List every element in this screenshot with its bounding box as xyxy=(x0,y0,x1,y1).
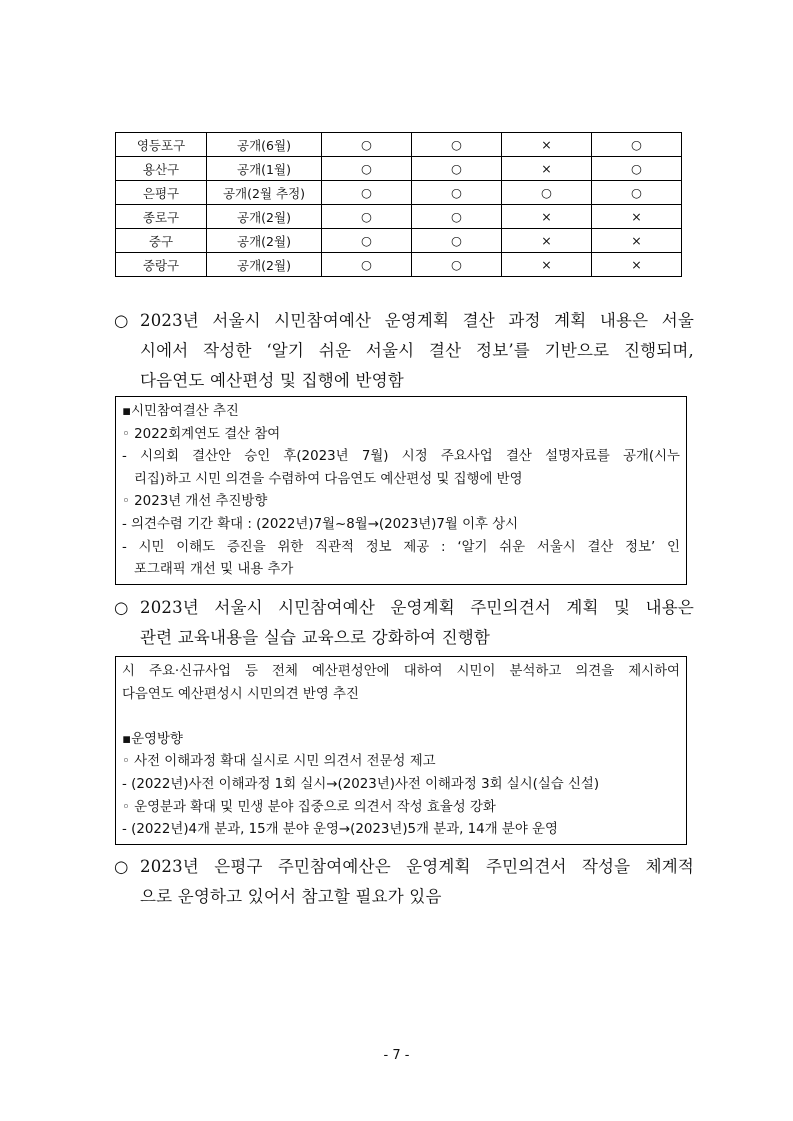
mark-cell: × xyxy=(502,205,592,229)
disclosure-cell: 공개(1월) xyxy=(207,157,322,181)
disclosure-cell: 공개(2월) xyxy=(207,253,322,277)
box-line: 포그래픽 개선 및 내용 추가 xyxy=(134,562,294,578)
disclosure-cell: 공개(6월) xyxy=(207,133,322,157)
blank-line xyxy=(122,706,680,729)
district-cell: 중구 xyxy=(116,229,207,253)
page-number: - 7 - xyxy=(383,1048,410,1063)
paragraph-line: 으로 운영하고 있어서 참고할 필요가 있음 xyxy=(140,887,442,906)
mark-cell: ○ xyxy=(412,133,502,157)
opinion-info-box xyxy=(115,656,687,845)
mark-cell: × xyxy=(592,253,682,277)
box-line: ◦ 운영분과 확대 및 민생 분야 집중으로 의견서 작성 효율성 강화 xyxy=(122,799,496,815)
box-line: - 시민 이해도 증진을 위한 직관적 정보 제공 : ‘알기 쉬운 서울시 결산 정보’ 인 xyxy=(122,539,680,555)
mark-cell: ○ xyxy=(412,157,502,181)
paragraph-line: 2023년 은평구 주민참여예산은 운영계획 주민의견서 작성을 체계적 xyxy=(140,857,694,876)
paragraph-line: 관련 교육내용을 실습 교육으로 강화하여 진행함 xyxy=(140,628,491,647)
mark-cell: × xyxy=(592,229,682,253)
box-line: - 시의회 결산안 승인 후(2023년 7월) 시정 주요사업 결산 설명자료를 공개(시누 xyxy=(122,449,680,465)
mark-cell: ○ xyxy=(412,253,502,277)
disclosure-cell: 공개(2월) xyxy=(207,205,322,229)
box-heading: ▪시민참여결산 추진 xyxy=(122,404,239,419)
settlement-info-box xyxy=(115,396,687,585)
mark-cell: × xyxy=(592,205,682,229)
paragraph-line: 시에서 작성한 ‘알기 쉬운 서울시 결산 정보’를 기반으로 진행되며, xyxy=(140,341,694,360)
paragraph-settlement-plan xyxy=(114,306,694,396)
mark-cell: × xyxy=(502,133,592,157)
paragraph-eunpyeong xyxy=(114,852,694,912)
mark-cell: ○ xyxy=(412,205,502,229)
district-cell: 영등포구 xyxy=(116,133,207,157)
district-cell: 용산구 xyxy=(116,157,207,181)
box-line: ◦ 2022회계연도 결산 참여 xyxy=(122,426,281,442)
paragraph-line: 2023년 서울시 시민참여예산 운영계획 주민의견서 계획 및 내용은 xyxy=(140,598,694,617)
disclosure-cell: 공개(2월) xyxy=(207,229,322,253)
box-line: ◦ 사전 이해과정 확대 실시로 시민 의견서 전문성 제고 xyxy=(122,754,436,770)
table-row xyxy=(116,157,682,181)
box-line: ◦ 2023년 개선 추진방향 xyxy=(122,494,268,510)
table-row xyxy=(116,181,682,205)
mark-cell: ○ xyxy=(322,157,412,181)
table-row xyxy=(116,133,682,157)
mark-cell: ○ xyxy=(412,181,502,205)
disclosure-cell: 공개(2월 추정) xyxy=(207,181,322,205)
district-cell: 은평구 xyxy=(116,181,207,205)
district-cell: 종로구 xyxy=(116,205,207,229)
box-line: - (2022년)4개 분과, 15개 분야 운영→(2023년)5개 분과, 14개 분야 운영 xyxy=(122,822,558,838)
circle-bullet-icon: ○ xyxy=(114,857,129,876)
mark-cell: ○ xyxy=(322,133,412,157)
mark-cell: ○ xyxy=(592,181,682,205)
mark-cell: ○ xyxy=(322,229,412,253)
table-row xyxy=(116,205,682,229)
circle-bullet-icon: ○ xyxy=(114,598,129,617)
mark-cell: ○ xyxy=(412,229,502,253)
mark-cell: ○ xyxy=(322,205,412,229)
mark-cell: ○ xyxy=(592,133,682,157)
paragraph-line: 2023년 서울시 시민참여예산 운영계획 결산 과정 계획 내용은 서울 xyxy=(140,311,694,330)
mark-cell: ○ xyxy=(322,253,412,277)
box-line: - (2022년)사전 이해과정 1회 실시→(2023년)사전 이해과정 3회 실시(실습 신설) xyxy=(122,776,600,792)
table-row xyxy=(116,229,682,253)
box-heading: ▪운영방향 xyxy=(122,731,183,747)
box-intro-line: 다음연도 예산편성시 시민의견 반영 추진 xyxy=(122,686,359,702)
mark-cell: ○ xyxy=(322,181,412,205)
mark-cell: × xyxy=(502,229,592,253)
district-table xyxy=(115,132,682,277)
district-cell: 중랑구 xyxy=(116,253,207,277)
mark-cell: ○ xyxy=(592,157,682,181)
paragraph-line: 다음연도 예산편성 및 집행에 반영함 xyxy=(140,371,404,390)
box-line: 리집)하고 시민 의견을 수렴하여 다음연도 예산편성 및 집행에 반영 xyxy=(134,471,523,487)
box-line: - 의견수렴 기간 확대 : (2022년)7월~8월→(2023년)7월 이후 상시 xyxy=(122,516,519,532)
table-row xyxy=(116,253,682,277)
box-intro-line: 시 주요·신규사업 등 전체 예산편성안에 대하여 시민이 분석하고 의견을 제시하여 xyxy=(122,664,680,679)
mark-cell: ○ xyxy=(502,181,592,205)
paragraph-opinion-plan xyxy=(114,593,694,653)
circle-bullet-icon: ○ xyxy=(114,311,129,330)
mark-cell: × xyxy=(502,157,592,181)
mark-cell: × xyxy=(502,253,592,277)
